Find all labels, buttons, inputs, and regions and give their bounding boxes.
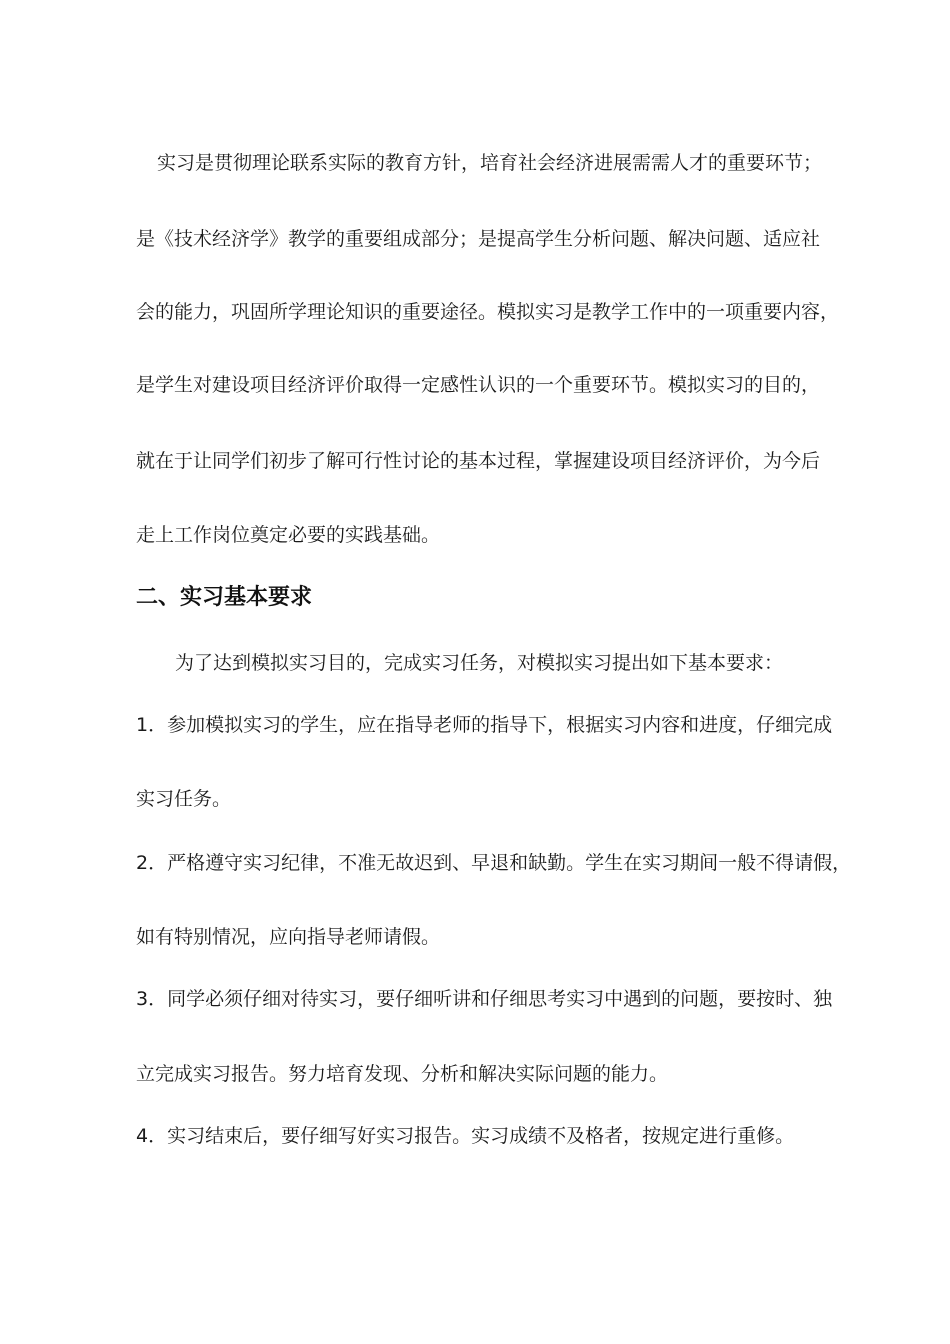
intro-line-1: 实习是贯彻理论联系实际的教育方针，培育社会经济进展需需人才的重要环节；: [157, 152, 823, 174]
intro-line-6: 走上工作岗位奠定必要的实践基础。: [136, 524, 441, 546]
requirement-2-line-2: 如有特别情况，应向指导老师请假。: [136, 926, 441, 948]
intro-line-5: 就在于让同学们初步了解可行性讨论的基本过程，掌握建设项目经济评价，为今后: [136, 450, 821, 472]
section-heading: 二、实习基本要求: [136, 585, 313, 610]
requirement-3-line-2: 立完成实习报告。努力培育发现、分析和解决实际问题的能力。: [136, 1063, 669, 1085]
requirement-1-line-2: 实习任务。: [136, 788, 232, 810]
intro-line-2: 是《技术经济学》教学的重要组成部分；是提高学生分析问题、解决问题、适应社: [136, 228, 821, 250]
requirement-3-line-1: 3．同学必须仔细对待实习，要仔细听讲和仔细思考实习中遇到的问题，要按时、独: [136, 988, 833, 1010]
requirement-4-line-1: 4．实习结束后，要仔细写好实习报告。实习成绩不及格者，按规定进行重修。: [136, 1125, 795, 1147]
requirement-1-line-1: 1．参加模拟实习的学生，应在指导老师的指导下，根据实习内容和进度，仔细完成: [136, 714, 833, 736]
intro-line-4: 是学生对建设项目经济评价取得一定感性认识的一个重要环节。模拟实习的目的，: [136, 374, 821, 396]
intro-line-3: 会的能力，巩固所学理论知识的重要途径。模拟实习是教学工作中的一项重要内容，: [136, 301, 840, 323]
requirement-2-line-1: 2．严格遵守实习纪律，不准无故迟到、早退和缺勤。学生在实习期间一般不得请假，: [136, 852, 852, 874]
section-lead: 为了达到模拟实习目的，完成实习任务，对模拟实习提出如下基本要求：: [175, 652, 784, 674]
